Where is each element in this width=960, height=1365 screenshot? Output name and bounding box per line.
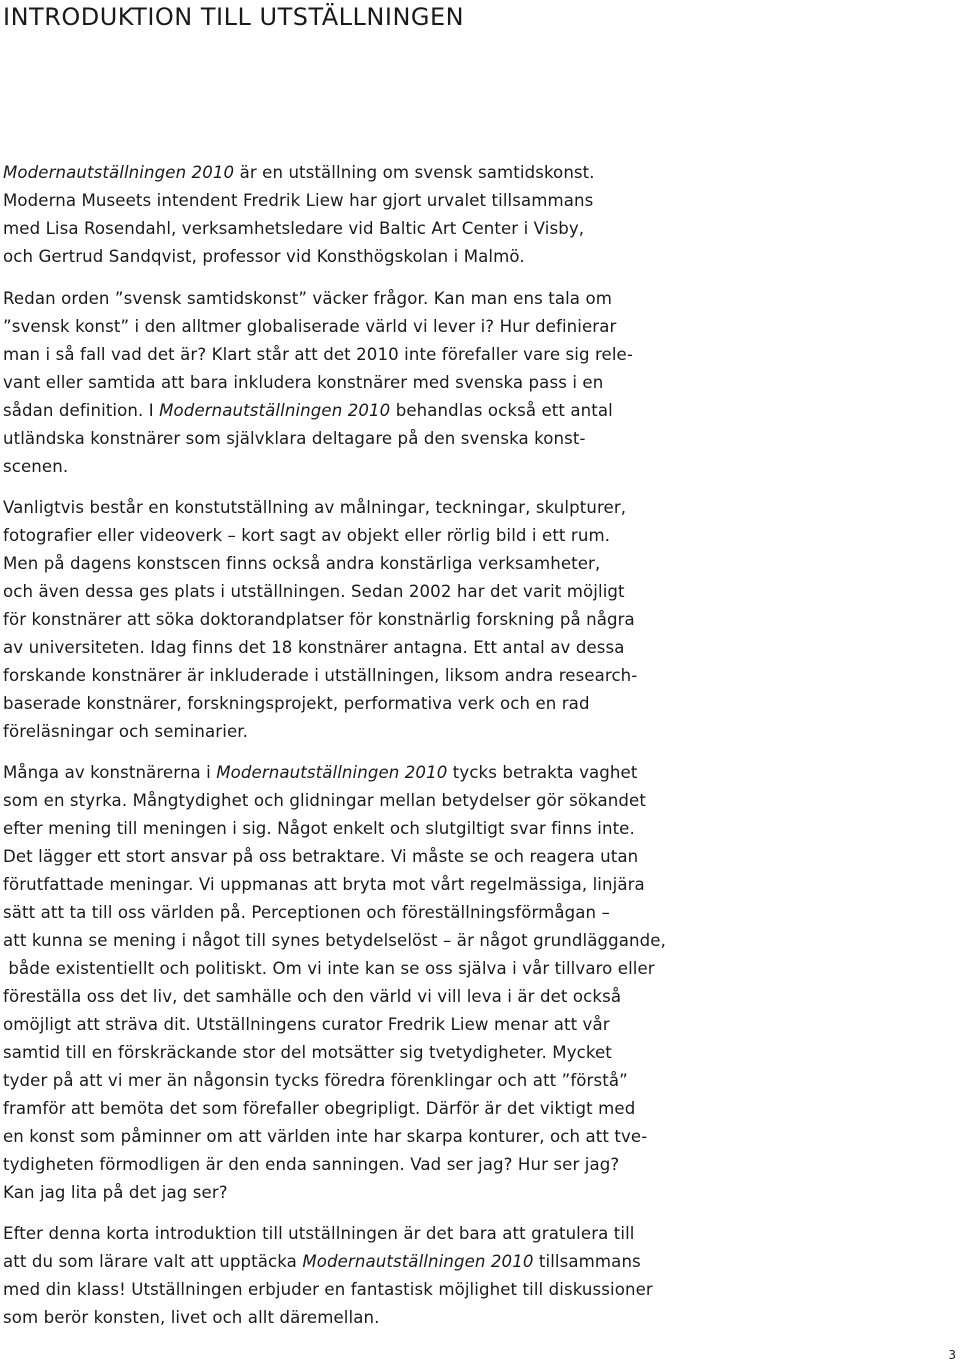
text-line: som en styrka. Mångtydighet och glidningar mellan betydelser gör sökandet [3,791,646,810]
text-line: Moderna Museets intendent Fredrik Liew har gjort urvalet tillsammans [3,191,594,210]
text-line: förutfattade meningar. Vi uppmanas att bryta mot vårt regelmässiga, linjära [3,875,645,894]
text-line: Efter denna korta introduktion till utställningen är det bara att gratulera till [3,1224,635,1243]
paragraph-content [3,494,703,746]
text-line: att kunna se mening i något till synes betydelselöst – är något grundläggande, [3,931,666,950]
paragraph-intro [3,159,703,271]
text-line: Men på dagens konstscen finns också andra konstärliga verksamheter, [3,554,601,573]
text-line: Vanligtvis består en konstutställning av målningar, teckningar, skulpturer, [3,498,627,517]
paragraph-vagueness [3,759,703,1207]
text-line: med din klass! Utställningen erbjuder en fantastisk möjlighet till diskussioner [3,1280,653,1299]
text-line: sådan definition. I Modernautställningen 2010 behandlas också ett antal [3,401,613,420]
text-line: och även dessa ges plats i utställningen. Sedan 2002 har det varit möjligt [3,582,625,601]
text-line: efter mening till meningen i sig. Något enkelt och slutgiltigt svar finns inte. [3,819,635,838]
text-line: fotografier eller videoverk – kort sagt av objekt eller rörlig bild i ett rum. [3,526,611,545]
paragraph-conclusion [3,1220,703,1332]
exhibition-title: Modernautställningen 2010 [159,401,391,420]
text-line: Modernautställningen 2010 är en utställning om svensk samtidskonst. [3,163,595,182]
exhibition-title: Modernautställningen 2010 [216,763,448,782]
text-line: för konstnärer att söka doktorandplatser för konstnärlig forskning på några [3,610,635,629]
text-line: vant eller samtida att bara inkludera konstnärer med svenska pass i en [3,373,604,392]
text-line: baserade konstnärer, forskningsprojekt, performativa verk och en rad [3,694,590,713]
text-line: Redan orden ”svensk samtidskonst” väcker frågor. Kan man ens tala om [3,289,612,308]
text-line: med Lisa Rosendahl, verksamhetsledare vid Baltic Art Center i Visby, [3,219,585,238]
text-line: att du som lärare valt att upptäcka Modernautställningen 2010 tillsammans [3,1252,641,1271]
text-line: utländska konstnärer som självklara deltagare på den svenska konst- [3,429,586,448]
text-line: Många av konstnärerna i Modernautställningen 2010 tycks betrakta vaghet [3,763,638,782]
text-line: en konst som påminner om att världen inte har skarpa konturer, och att tve- [3,1127,648,1146]
page-title: INTRODUKTION TILL UTSTÄLLNINGEN [3,3,465,31]
text-line: tydigheten förmodligen är den enda sanningen. Vad ser jag? Hur ser jag? [3,1155,620,1174]
text-line: ”svensk konst” i den alltmer globaliserade värld vi lever i? Hur definierar [3,317,617,336]
text-line: Det lägger ett stort ansvar på oss betraktare. Vi måste se och reagera utan [3,847,639,866]
text-line: föreställa oss det liv, det samhälle och den värld vi vill leva i är det också [3,987,622,1006]
exhibition-title: Modernautställningen 2010 [302,1252,534,1271]
text-line: tyder på att vi mer än någonsin tycks föredra förenklingar och att ”förstå” [3,1071,628,1090]
text-line: sätt att ta till oss världen på. Perceptionen och föreställningsförmågan – [3,903,610,922]
text-line: och Gertrud Sandqvist, professor vid Konsthögskolan i Malmö. [3,247,525,266]
text-line: framför att bemöta det som förefaller obegripligt. Därför är det viktigt med [3,1099,636,1118]
paragraph-questions [3,285,703,481]
page-number: 3 [948,1348,956,1362]
text-line: både existentiellt och politiskt. Om vi inte kan se oss själva i vår tillvaro eller [3,959,655,978]
text-line: Kan jag lita på det jag ser? [3,1183,228,1202]
text-line: föreläsningar och seminarier. [3,722,249,741]
text-line: samtid till en förskräckande stor del motsätter sig tvetydigheter. Mycket [3,1043,612,1062]
exhibition-title: Modernautställningen 2010 [3,163,235,182]
text-line: av universiteten. Idag finns det 18 konstnärer antagna. Ett antal av dessa [3,638,625,657]
text-line: scenen. [3,457,69,476]
text-line: forskande konstnärer är inkluderade i utställningen, liksom andra research- [3,666,638,685]
body-text [3,159,703,1332]
text-line: som berör konsten, livet och allt däremellan. [3,1308,380,1327]
text-line: omöjligt att sträva dit. Utställningens curator Fredrik Liew menar att vår [3,1015,610,1034]
text-line: man i så fall vad det är? Klart står att det 2010 inte förefaller vare sig rele- [3,345,633,364]
